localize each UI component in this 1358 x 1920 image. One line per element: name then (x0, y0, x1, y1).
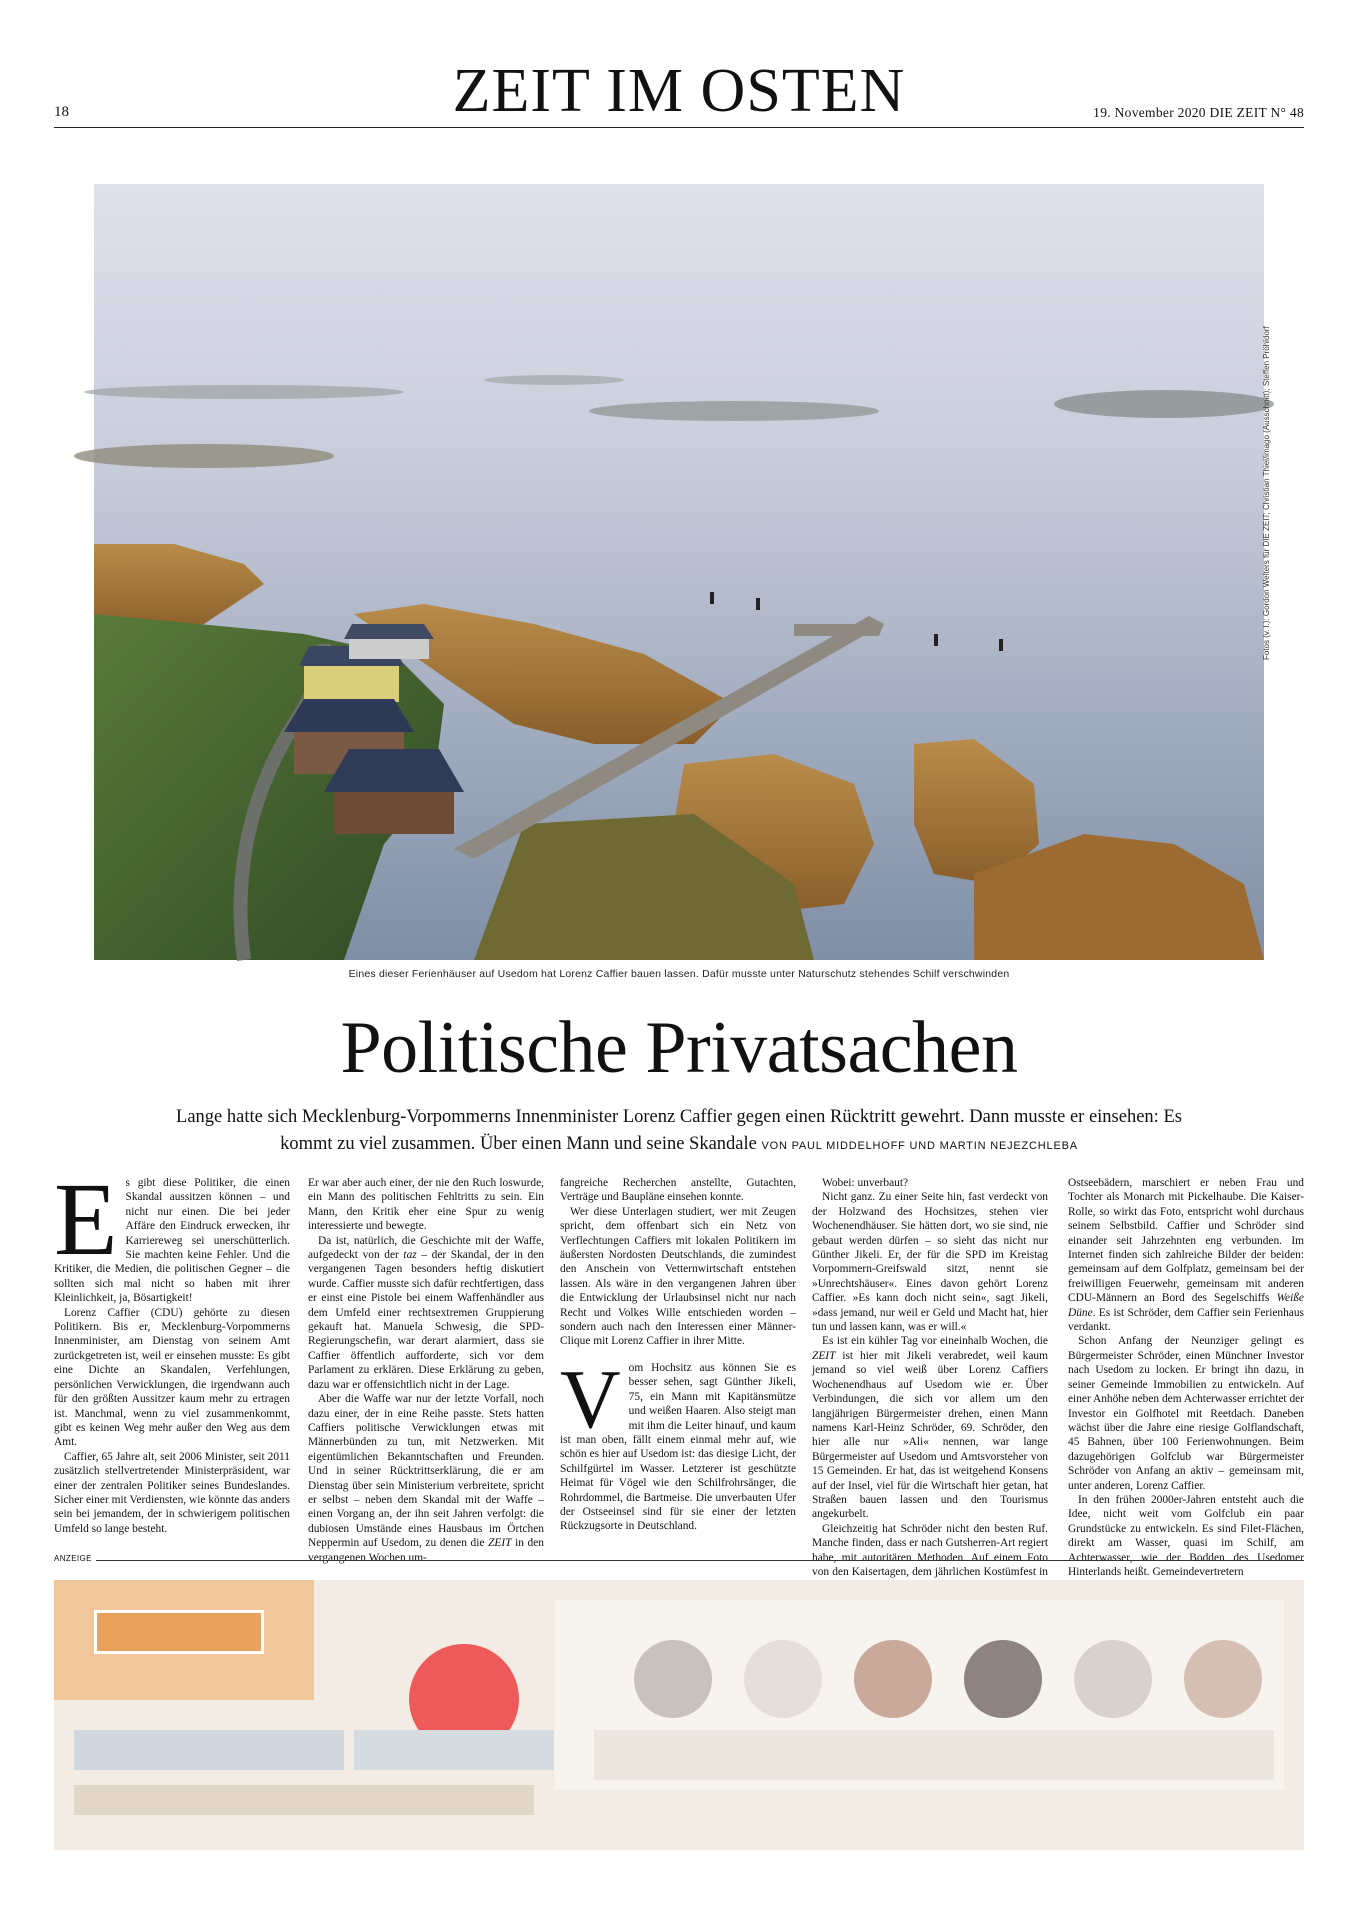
ad-text-block (594, 1730, 1274, 1780)
column-5 (1068, 1176, 1304, 1578)
paragraph-text: Ostseebädern, marschiert er neben Frau und Tochter als Monarch mit Pickelhaube. Die Kaiser-Rolle, so wirkt das Foto, entspricht wohl durchaus seinem Selbstbild. Caffier und Schröder sind einander seit Jahrzehnten eng verbunden. Im Internet finden sich zahlreiche Bilder der beiden: gemeinsam auf dem Golfplatz, gemeinsam bei der freiwilligen Feuerwehr, gemeinsam mit anderen CDU-Männern an Bord des Segelschiffs (1068, 1177, 1304, 1305)
publication-name: taz (403, 1249, 417, 1262)
paragraph-text: Aber die Waffe war nur der letzte Vorfall, noch dazu einer, der in eine Reihe passte. Stets hatten Caffiers politische Verwicklungen etwas mit Männerbünden zu tun, mit Netzwerken. Mit eigentümlichen Bekanntschaften und Freunden. Und in seiner Rücktrittserklärung, die er am Dienstag über sein Ministerium verbreitete, spricht er selbst – neben dem Skandal mit der Waffe – einen Vorgang an, der ihn seit Jahren verfolgt: die dubiosen Umstände eines Hausbaus im Örtchen Neppermin auf Usedom, zu denen die (308, 1393, 544, 1550)
drop-cap: E (54, 1162, 118, 1277)
paragraph-text: in den vergangenen Wochen um- (308, 1537, 544, 1564)
ad-divider (54, 1560, 1304, 1561)
paragraph-text: . Es ist Schröder, dem Caffier sein Ferienhaus verdankt. (1068, 1306, 1304, 1334)
paragraph: Nicht ganz. Zu einer Seite hin, fast verdeckt von der Holzwand des Hochsitzes, stehen vier Wochenendhäuser. Sie hätten dort, wo sie sind, nie gebaut werden dürfen – so sieht das nicht nur Günther Jikeli. Er, der für die SPD im Kreistag Vorpommern-Greifswald sitzt, nennt sie »Unrechtshäuser«. Eines davon gehört Lorenz Caffier. »Es kann doch nicht sein«, sagt Jikeli, »dass jemand, nur weil er Geld und Macht hat, hier tun und lassen kann, was er will.« (812, 1191, 1048, 1334)
paragraph-text: s gibt diese Politiker, die einen Skandal aussitzen können – und nicht nur einen. Die bei jeder Affäre den Eindruck erwecken, ihr Karriereweg sei unerschütterlich. Sie machten keine Fehler. Und die Kritiker, die Medien, die politischen Gegner – die sollten sich mal nicht so haben mit ihrer Kleinlichkeit, ja, Bösartigkeit! (54, 1177, 290, 1305)
paragraph-text: Da ist, natürlich, die Geschichte mit der Waffe, aufgedeckt von der (308, 1234, 544, 1262)
dek-text: Lange hatte sich Mecklenburg-Vorpommerns Innenminister Lorenz Caffier gegen einen Rücktritt gewehrt. Dann musste er einsehen: Es kommt zu viel zusammen. Über einen Mann und seine Skandale (176, 1107, 1182, 1154)
paragraph: Schon Anfang der Neunziger gelingt es Bürgermeister Schröder, einen Münchner Investor nach Usedom zu locken. Er bringt ihn dazu, in seiner Gemeinde Immobilien zu entwickeln. Auf einer Anhöhe neben dem Achterwasser errichtet der Investor ein Golfhotel mit Reetdach. Daneben wächst über die Jahre eine riesige Golflandschaft, 45 Bahnen, über 100 Ferienwohnungen. Beim dazugehörigen Golfclub war Bürgermeister Schröder von Anfang an aktiv – gemeinsam mit, unter anderen, Lorenz Caffier. (1068, 1335, 1304, 1492)
photo-caption: Eines dieser Ferienhäuser auf Usedom hat Lorenz Caffier bauen lassen. Dafür musste unter Naturschutz stehendes Schilf verschwinden (348, 968, 1010, 980)
article-headline: Politische Privatsachen (340, 1007, 1018, 1089)
column-1 (54, 1162, 290, 1535)
publication-name: ZEIT (812, 1349, 836, 1362)
paragraph: Lorenz Caffier (CDU) gehörte zu diesen Politikern. Bis er, Mecklenburg-Vorpommerns Innenminister, am Dienstag von seinem Amt zurückgetreten ist, weil er einsehen musste: Es gibt eine Dichte an Skandalen, Verfehlungen, persönlichen Verwicklungen, die irgendwann auch für den größten Aussitzer kaum mehr zu ertragen ist. Manchmal, wenn zu viel zusammenkommt, gibt es keinen Weg mehr außer den Weg aus dem Amt. (54, 1306, 290, 1449)
paragraph: Gleichzeitig hat Schröder nicht den besten Ruf. Manche finden, dass er nach Gutsherren-Art regiert habe, mit autoritären Methoden. Auf einem Foto von den Kaisertagen, dem jährlichen Kostümfest in (812, 1522, 1048, 1578)
paragraph: fangreiche Recherchen anstellte, Gutachten, Verträge und Baupläne einsehen konnte. (560, 1177, 796, 1204)
paragraph: In den frühen 2000er-Jahren entsteht auch die Idee, nicht weit vom Golfclub ein paar Grundstücke zu entwickeln. Es sind Filet-Flächen, direkt am Wasser, quasi im Schilf, am Achterwasser, wie der Bodden des Usedomer Hinterlands heißt. Gemeindevertretern (1068, 1493, 1304, 1578)
ad-text-block (74, 1730, 344, 1770)
column-3 (560, 1176, 796, 1533)
column-2 (308, 1176, 544, 1564)
paragraph (308, 1392, 544, 1565)
section-title: ZEIT IM OSTEN (452, 57, 906, 125)
usedom-aerial-photo (94, 184, 1264, 960)
paragraph-text: om Hochsitz aus können Sie es besser sehen, sagt Günther Jikeli, 75, ein Mann mit Kapitänsmütze und weißen Haaren. Also steigt man mit ihm die Leiter hinauf, und kaum ist man oben, fällt einem einmal mehr auf, wie schön es hier auf Usedom ist: das diesige Licht, der Schilfgürtel im Wasser. Letzterer ist geschützte Heimat für Vögel wie den Schilfrohrsänger, die Rohrdommel, die Bartmeise. Die unverbauten Ufer der Ostseeinsel sind für sie einer der letzten Rückzugsorte in Deutschland. (560, 1361, 796, 1533)
paragraph (560, 1352, 796, 1534)
paragraph-text: ist hier mit Jikeli verabredet, weil kaum jemand so viel weiß über Lorenz Caffiers Wochenendhaus auf Usedom wie er. Über Verbindungen, die sich vor allem um den langjährigen Bürgermeister drehen, einen Mann namens Karl-Heinz Schröder, 69. Schröder, den hier alle nur »Ali« nennen, war lange Bürgermeister auf Usedom und Amtsvorsteher von 15 Gemeinden. Er hat, das ist weitgehend Konsens auf der Insel, viel für die Wirtschaft hier getan, hat Straßen bauen lassen und den Tourismus angekurbelt. (812, 1349, 1048, 1521)
publication-name: ZEIT (488, 1537, 512, 1550)
photo-credit: Fotos (v. l.): Gordon Welters für DIE ZEIT; Christian Thiel/imago (Ausschnitt); Steffen Pröhldorf (1262, 326, 1271, 660)
ad-avatar (1074, 1640, 1152, 1718)
advertisement-blurred[interactable] (54, 1580, 1304, 1850)
ad-text-block (74, 1785, 534, 1815)
paragraph (308, 1234, 544, 1392)
paragraph (1068, 1176, 1304, 1334)
ad-text-block (354, 1730, 554, 1770)
ad-avatar (744, 1640, 822, 1718)
column-4 (812, 1176, 1048, 1578)
paragraph-text: – der Skandal, der in den vergangenen Tagen besonders heftig diskutiert wurde. Caffier musste sich dafür rechtfertigen, dass er einst eine Pistole bei einem Waffenhändler aus dem Umfeld einer rechtsextremen Gruppierung gekauft hat. Manuela Schwesig, die SPD-Regierungschefin, war derart alarmiert, dass sie Caffier öffentlich aufforderte, sich vor dem Parlament zu erklären. Diese Erklärung zu geben, dazu war er offensichtlich nicht in der Lage. (308, 1249, 544, 1391)
paragraph: Wer diese Unterlagen studiert, wer mit Zeugen spricht, dem offenbart sich ein Netz von Verflechtungen Caffiers mit lokalen Politikern im äußersten Nordosten Deutschlands, die zumindest den Anschein von Vetternwirtschaft entstehen lassen. Als wäre in den vergangenen Jahren über die Entwicklung der Urlaubsinsel nicht nur nach Recht und Volkes Wille entschieden worden – sondern auch nach den Interessen einer Männer-Clique mit Lorenz Caffier in ihrer Mitte. (560, 1205, 796, 1348)
paragraph: Er war aber auch einer, der nie den Ruch loswurde, ein Mann des politischen Fehltritts zu sein. Ein Mann, den Kritik eher eine Spur zu wenig interessierte und bewegte. (308, 1177, 544, 1233)
ad-avatar (634, 1640, 712, 1718)
article-dek (150, 1104, 1208, 1160)
paragraph: Caffier, 65 Jahre alt, seit 2006 Minister, seit 2011 zusätzlich stellvertretender Ministerpräsident, war einer der zentralen Politiker seines Bundeslandes. Sicher einer mit Verdiensten, wie könnte das anders sein bei jemandem, der in schwierigem politischen Umfeld so lange besteht. (54, 1450, 290, 1535)
ad-avatar (1184, 1640, 1262, 1718)
paragraph-text: Es ist ein kühler Tag vor eineinhalb Wochen, die (822, 1335, 1048, 1348)
dateline: 19. November 2020 DIE ZEIT N° 48 (1093, 105, 1304, 120)
paragraph (54, 1162, 290, 1306)
ship-name: Weiße Düne (1068, 1292, 1304, 1319)
ad-label: ANZEIGE (54, 1554, 96, 1563)
page-number: 18 (54, 104, 69, 120)
lead-photo (94, 184, 1264, 960)
ad-logo (94, 1610, 264, 1654)
byline: VON PAUL MIDDELHOFF UND MARTIN NEJEZCHLEBA (761, 1140, 1078, 1152)
ad-avatar (964, 1640, 1042, 1718)
drop-cap: V (560, 1352, 621, 1446)
masthead (54, 58, 1304, 128)
ad-avatar (854, 1640, 932, 1718)
paragraph (812, 1334, 1048, 1521)
ad-label-row (54, 1554, 1304, 1566)
paragraph: Wobei: unverbaut? (822, 1177, 909, 1189)
